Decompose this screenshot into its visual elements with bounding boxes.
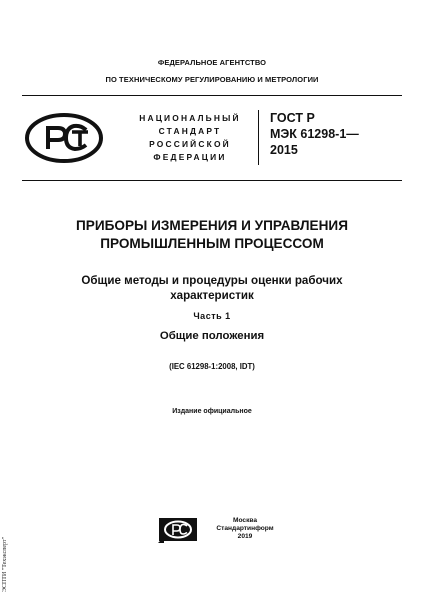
publisher-year: 2019 [237, 533, 253, 541]
agency-name-line1: ФЕДЕРАЛЬНОЕ АГЕНТСТВО [157, 58, 267, 67]
designation-divider [258, 110, 259, 165]
publisher-name: Стандартинформ [216, 525, 274, 533]
agency-name-line2: ПО ТЕХНИЧЕСКОМУ РЕГУЛИРОВАНИЮ И МЕТРОЛОГИИ [105, 75, 319, 84]
gost-designation-line1: ГОСТ Р [270, 111, 315, 125]
document-subtitle-line2: характеристик [170, 289, 254, 302]
national-standard-line2: СТАНДАРТ [158, 126, 222, 136]
standartinform-logo-icon [158, 515, 198, 543]
top-rule [22, 95, 402, 96]
rst-logo [24, 112, 104, 164]
part-label: Часть 1 [193, 311, 231, 321]
document-subtitle-line1: Общие методы и процедуры оценки рабочих [81, 274, 343, 287]
document-subtitle [0, 273, 424, 303]
iec-reference: (IEC 61298-1:2008, IDT) [169, 362, 255, 371]
gost-designation-line2: МЭК 61298-1— [270, 127, 359, 141]
gost-designation-line3: 2015 [270, 143, 298, 157]
standartinform-logo [158, 515, 198, 543]
publisher-city: Москва [232, 517, 258, 524]
rst-logo-icon [24, 112, 104, 164]
publisher-info [205, 517, 285, 542]
gost-designation [270, 110, 410, 158]
section-title: Общие положения [159, 330, 265, 342]
national-standard-line3: РОССИЙСКОЙ [149, 139, 231, 149]
national-standard-label [130, 112, 250, 164]
middle-rule [22, 180, 402, 181]
document-title-line2: ПРОМЫШЛЕННЫМ ПРОЦЕССОМ [100, 235, 324, 251]
edition-label: Издание официальное [172, 408, 252, 415]
national-standard-line1: НАЦИОНАЛЬНЫЙ [139, 113, 241, 123]
national-standard-line4: ФЕДЕРАЦИИ [153, 152, 227, 162]
document-title [0, 217, 424, 252]
document-title-line1: ПРИБОРЫ ИЗМЕРЕНИЯ И УПРАВЛЕНИЯ [76, 218, 348, 233]
side-watermark-text: ЭСПТИ "Техэксперт" [2, 536, 8, 592]
